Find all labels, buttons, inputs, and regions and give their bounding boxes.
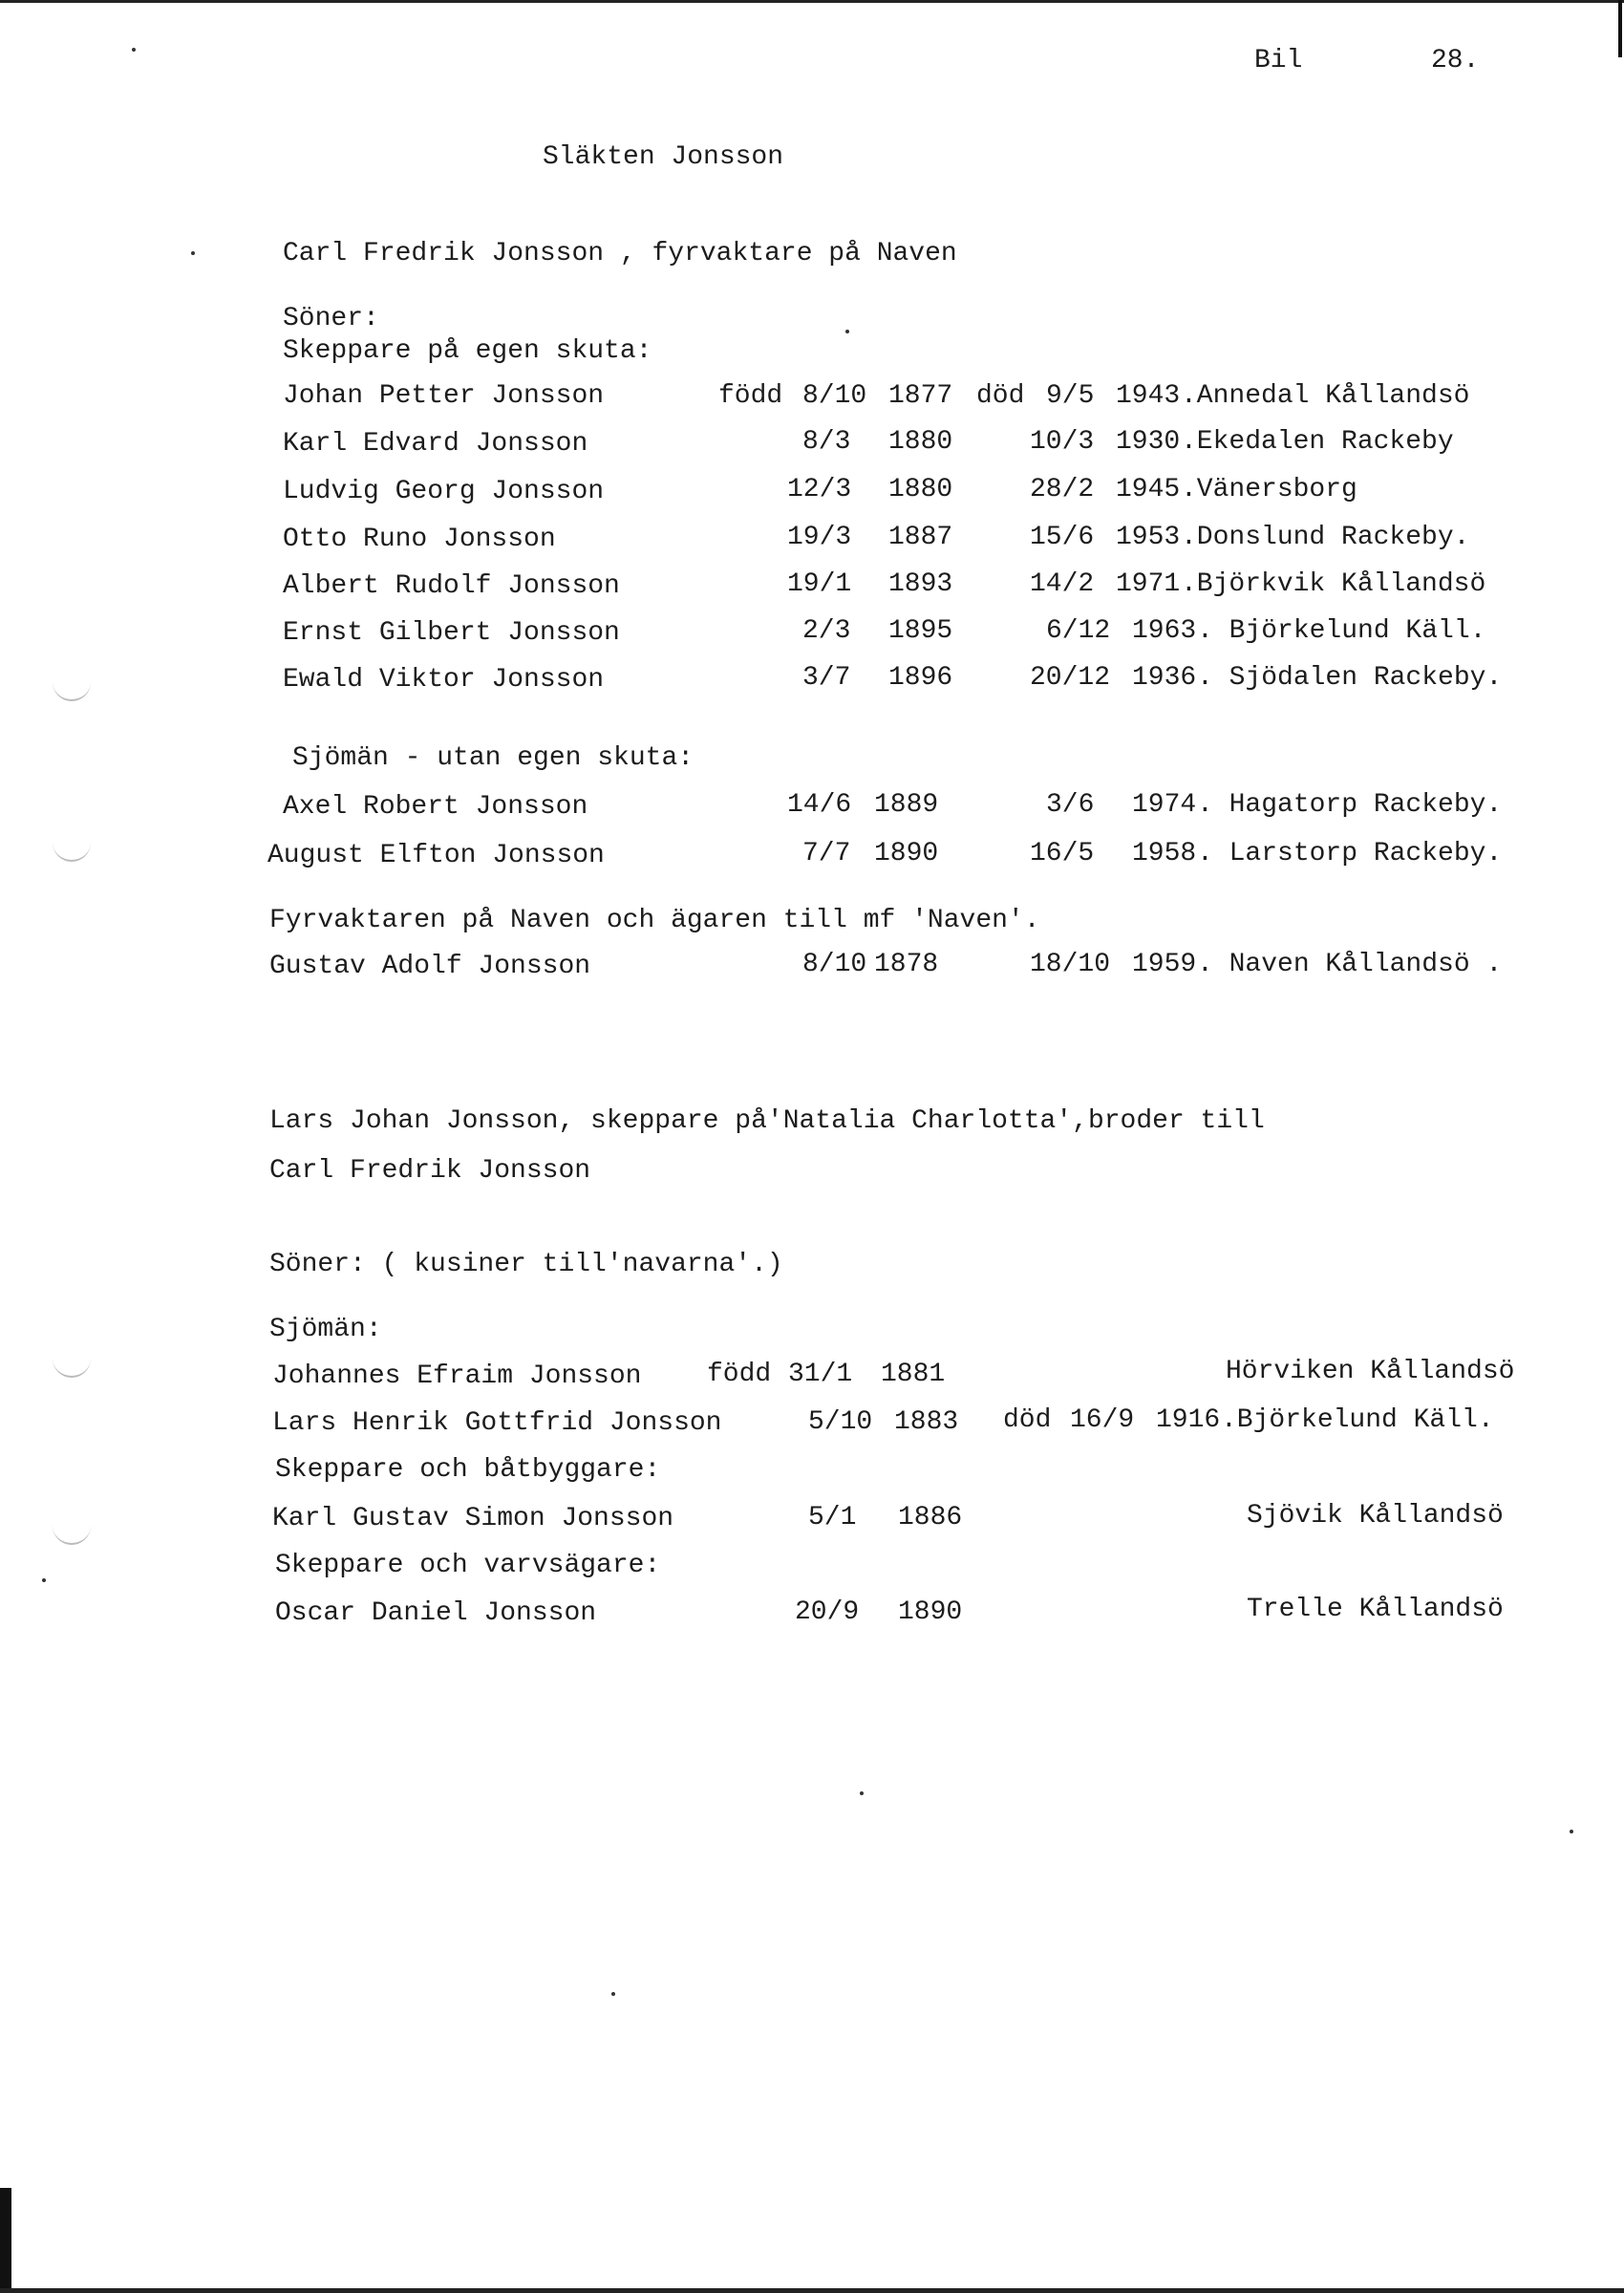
born-prefix: född <box>718 381 783 411</box>
born-year: 1890 <box>874 839 939 868</box>
place: .Björkelund Käll. <box>1221 1405 1494 1435</box>
born-year: 1889 <box>874 790 939 820</box>
page-number: 28. <box>1431 46 1480 75</box>
born-prefix: född <box>707 1360 772 1389</box>
born-year: 1880 <box>888 427 953 457</box>
family1-group1-label: Skeppare på egen skuta: <box>283 336 652 366</box>
person-name: Albert Rudolf Jonsson <box>283 571 620 601</box>
place: Hörviken Kållandsö <box>1226 1357 1515 1386</box>
person-name: Johan Petter Jonsson <box>283 381 605 411</box>
person-name: Ewald Viktor Jonsson <box>283 665 605 695</box>
died-date: 20/12 <box>1030 663 1111 693</box>
born-year: 1887 <box>888 523 953 552</box>
family1-sons-label: Söner: <box>283 304 379 333</box>
place: Trelle Kållandsö <box>1247 1595 1504 1624</box>
born-date: 3/7 <box>802 663 851 693</box>
person-name: Karl Edvard Jonsson <box>283 429 588 459</box>
died-year: 1959 <box>1132 950 1197 979</box>
died-year: 1974 <box>1132 790 1197 820</box>
page-title: Släkten Jonsson <box>543 142 784 172</box>
person-name: Otto Runo Jonsson <box>283 525 556 554</box>
died-date: 28/2 <box>1030 475 1095 504</box>
born-year: 1881 <box>881 1360 946 1389</box>
born-date: 5/1 <box>808 1503 857 1532</box>
person-name: Ernst Gilbert Jonsson <box>283 618 620 648</box>
family2-heading-line1: Lars Johan Jonsson, skeppare på'Natalia Charlotta',broder till <box>269 1106 1265 1136</box>
died-year: 1953 <box>1116 523 1181 552</box>
died-year: 1945 <box>1116 475 1181 504</box>
family2-heading-line2: Carl Fredrik Jonsson <box>269 1156 591 1186</box>
died-prefix: död <box>1003 1405 1052 1435</box>
born-date: 20/9 <box>795 1597 860 1627</box>
born-date: 19/3 <box>787 523 852 552</box>
person-name: Axel Robert Jonsson <box>283 792 588 822</box>
place: .Donslund Rackeby. <box>1181 523 1470 552</box>
died-date: 15/6 <box>1030 523 1095 552</box>
born-date: 5/10 <box>808 1407 873 1437</box>
attachment-label: Bil <box>1254 46 1303 75</box>
born-year: 1886 <box>898 1503 963 1532</box>
died-date: 10/3 <box>1030 427 1095 457</box>
born-date: 8/10 <box>802 381 867 411</box>
died-year: 1963 <box>1132 616 1197 646</box>
person-name: Lars Henrik Gottfrid Jonsson <box>272 1408 722 1438</box>
place: . Larstorp Rackeby. <box>1197 839 1503 868</box>
died-date: 16/5 <box>1030 839 1095 868</box>
family2-group3-label: Skeppare och varvsägare: <box>275 1551 661 1580</box>
person-name: Gustav Adolf Jonsson <box>269 952 591 981</box>
born-year: 1895 <box>888 616 953 646</box>
born-date: 12/3 <box>787 475 852 504</box>
place: . Naven Kållandsö . <box>1197 950 1503 979</box>
place: . Björkelund Käll. <box>1197 616 1486 646</box>
family1-heading: Carl Fredrik Jonsson , fyrvaktare på Naven <box>283 239 957 268</box>
place: .Vänersborg <box>1181 475 1357 504</box>
born-date: 8/3 <box>802 427 851 457</box>
place: Sjövik Kållandsö <box>1247 1501 1504 1531</box>
place: .Björkvik Kållandsö <box>1181 569 1486 599</box>
family1-group2-label: Sjömän - utan egen skuta: <box>292 743 694 773</box>
born-year: 1890 <box>898 1597 963 1627</box>
died-prefix: död <box>976 381 1025 411</box>
died-date: 18/10 <box>1030 950 1111 979</box>
person-name: Oscar Daniel Jonsson <box>275 1598 597 1628</box>
family1-group3-label: Fyrvaktaren på Naven och ägaren till mf 'Naven'. <box>269 906 1040 935</box>
died-date: 6/12 <box>1046 616 1111 646</box>
born-year: 1880 <box>888 475 953 504</box>
born-date: 8/10 <box>802 950 867 979</box>
died-year: 1943 <box>1116 381 1181 411</box>
person-name: Johannes Efraim Jonsson <box>272 1361 642 1391</box>
family2-group1-label: Sjömän: <box>269 1315 382 1344</box>
person-name: Karl Gustav Simon Jonsson <box>272 1504 674 1533</box>
born-date: 14/6 <box>787 790 852 820</box>
born-date: 31/1 <box>788 1360 853 1389</box>
died-year: 1958 <box>1132 839 1197 868</box>
place: .Annedal Kållandsö <box>1181 381 1470 411</box>
family2-sons-label: Söner: ( kusiner till'navarna'.) <box>269 1250 783 1279</box>
died-date: 14/2 <box>1030 569 1095 599</box>
born-year: 1883 <box>894 1407 959 1437</box>
died-year: 1936 <box>1132 663 1197 693</box>
died-date: 9/5 <box>1046 381 1095 411</box>
died-year: 1971 <box>1116 569 1181 599</box>
born-year: 1877 <box>888 381 953 411</box>
person-name: Ludvig Georg Jonsson <box>283 477 605 506</box>
place: .Ekedalen Rackeby <box>1181 427 1454 457</box>
born-year: 1896 <box>888 663 953 693</box>
died-year: 1930 <box>1116 427 1181 457</box>
place: . Hagatorp Rackeby. <box>1197 790 1503 820</box>
died-date: 16/9 <box>1070 1405 1135 1435</box>
born-year: 1893 <box>888 569 953 599</box>
died-date: 3/6 <box>1046 790 1095 820</box>
born-date: 19/1 <box>787 569 852 599</box>
born-year: 1878 <box>874 950 939 979</box>
person-name: August Elfton Jonsson <box>267 841 605 870</box>
died-year: 1916 <box>1156 1405 1221 1435</box>
born-date: 2/3 <box>802 616 851 646</box>
family2-group2-label: Skeppare och båtbyggare: <box>275 1455 661 1485</box>
place: . Sjödalen Rackeby. <box>1197 663 1503 693</box>
born-date: 7/7 <box>802 839 851 868</box>
